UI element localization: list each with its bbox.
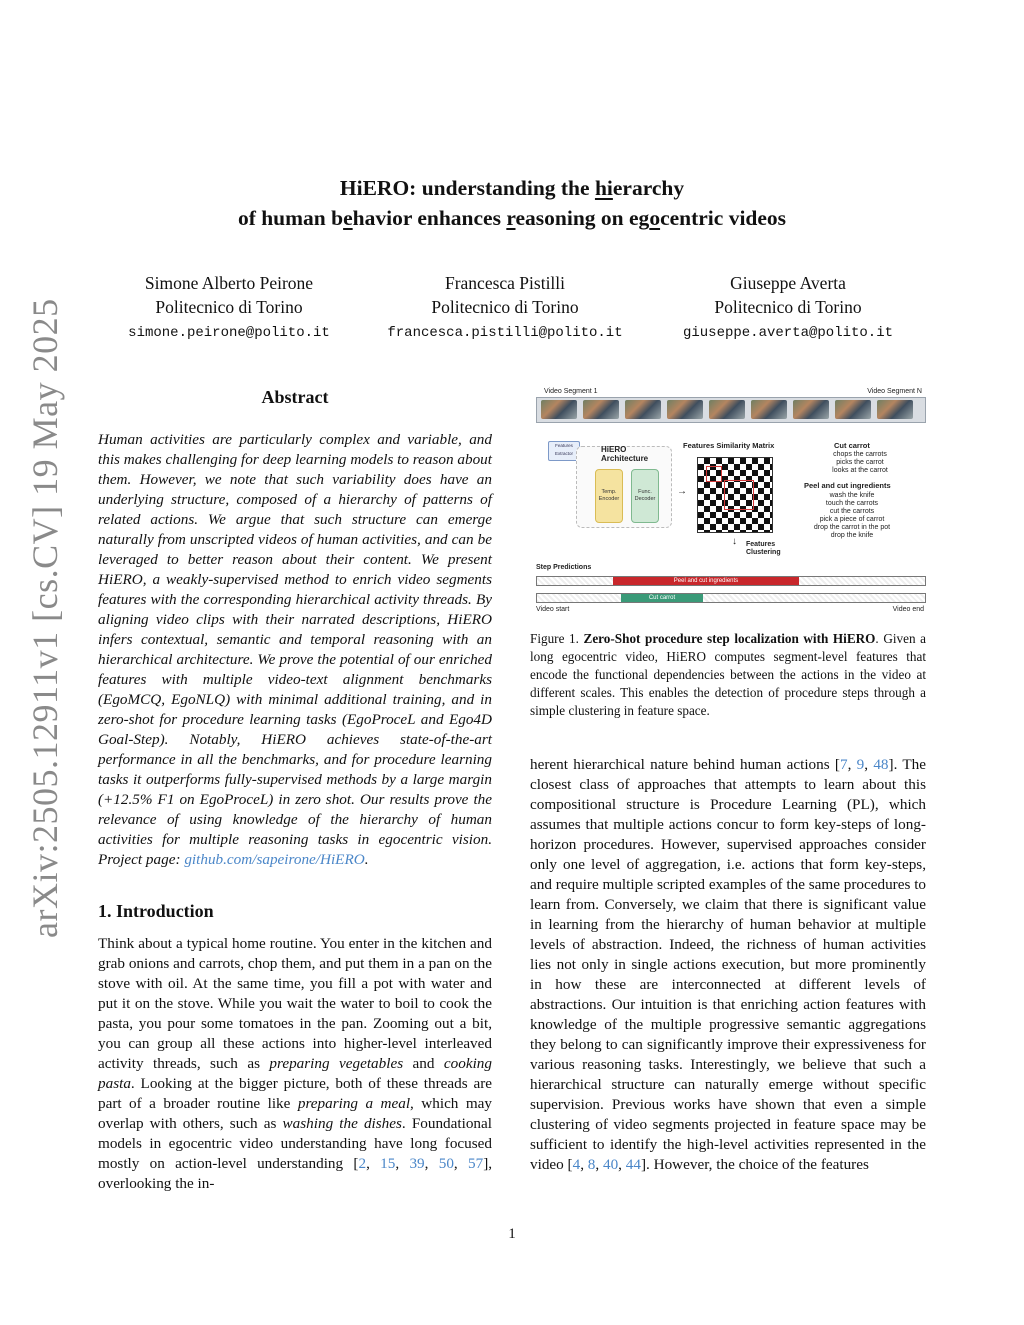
author-email: simone.peirone@polito.it: [128, 325, 330, 341]
video-frame: [541, 400, 577, 419]
author-affiliation: Politecnico di Torino: [155, 297, 303, 317]
video-start-label: Video start: [536, 606, 570, 613]
video-frames-strip: [536, 397, 926, 423]
cut-carrot-segment: Cut carrot: [621, 594, 703, 602]
step-bar-cut: [536, 593, 926, 603]
arxiv-watermark: arXiv:2505.12911v1 [cs.CV] 19 May 2025: [25, 298, 65, 938]
cut-carrot-title: Cut carrot: [834, 441, 870, 450]
abstract-body: Human activities are particularly complex and variable, and this makes challenging for deep learning models to reason about them. However, we note that such variability does have an underlying structure, composed of a hierarchy of patterns of related actions. We argue that such structure can emerge naturally from unscripted videos of human activities, and can be leveraged to better reason about their content. We present HiERO, a weakly-supervised method to enrich video segments features with the corresponding hierarchical activity threads. By aligning video clips with their narrated descriptions, HiERO infers contextual, semantic and temporal reasoning with an hierarchical architecture. We prove the potential of our enriched features with multiple video-text alignment benchmarks (EgoMCQ, EgoNLQ) with minimal additional training, and in zero-shot for procedure learning tasks (EgoProceL and Ego4D Goal-Step). Notably, HiERO achieves state-of-the-art performance in all the benchmarks, and for procedure learning tasks it outperforms fully-supervised methods by a large margin (+12.5% F1 on EgoProceL) in zero shot. Our results prove the relevance of using knowledge of the hierarchy of human activities for multiple reasoning tasks in egocentric vision. Project page: github.com/sapeirone/HiERO.: [98, 431, 492, 868]
features-extractor-box: Features Extractor: [548, 441, 580, 461]
figure-1: [534, 386, 928, 618]
title-line-2: of human behavior enhances reasoning on egocentric videos: [237, 206, 787, 230]
video-frame: [793, 400, 829, 419]
hiero-architecture-box: [576, 446, 672, 528]
video-frame: [625, 400, 661, 419]
title-line-1: HiERO: understanding the hierarchy: [339, 176, 685, 200]
citation-link[interactable]: 9: [856, 756, 865, 773]
video-frame: [667, 400, 703, 419]
citation-link[interactable]: 40: [602, 1156, 619, 1173]
architecture-label: HiERO Architecture: [601, 445, 649, 463]
similarity-matrix: [697, 457, 773, 533]
video-frame: [709, 400, 745, 419]
introduction-heading: 1. Introduction: [98, 901, 214, 921]
author-3: [638, 271, 938, 345]
functional-decoder-block: Func. Decoder: [631, 469, 659, 523]
author-name: Francesca Pistilli: [444, 273, 566, 293]
features-clustering-label: Features Clustering: [746, 541, 781, 556]
project-page-link[interactable]: github.com/sapeirone/HiERO: [184, 851, 365, 868]
citation-link[interactable]: 15: [380, 1155, 396, 1172]
peel-cut-title: Peel and cut ingredients: [804, 481, 891, 490]
author-affiliation: Politecnico di Torino: [714, 297, 862, 317]
citation-link[interactable]: 7: [839, 756, 848, 773]
citation-link[interactable]: 2: [358, 1155, 367, 1172]
author-1: [79, 271, 379, 345]
video-frame: [835, 400, 871, 419]
step-predictions-label: Step Predictions: [536, 564, 592, 571]
author-name: Giuseppe Averta: [730, 273, 846, 293]
video-end-label: Video end: [892, 606, 924, 613]
introduction-body: Think about a typical home routine. You enter in the kitchen and grab onions and carrots, chop them, and put them in a pan on the stove with oil. At the same time, you fill a pot with water and put it on the stove. While you wait the water to boil to cook the pasta, you pour some tomatoes in the pan. Zooming out a bit, you can group all these actions into higher-level interleaved activity threads, such as preparing vegetables and cooking pasta. Looking at the bigger picture, both of these threads are part of a broader routine like preparing a meal, which may overlap with others, such as washing the dishes. Foundational models in egocentric video understanding have long focused mostly on action-level understanding [2, 15, 39, 50, 57], overlooking the in-: [98, 935, 493, 1192]
cluster-highlight: [724, 480, 754, 510]
author-email: giuseppe.averta@polito.it: [682, 325, 894, 341]
peel-cut-actions: wash the knife touch the carrots cut the carrots pick a piece of carrot drop the carrot in the pot drop the knife: [813, 492, 891, 539]
author-name: Simone Alberto Peirone: [144, 273, 314, 293]
cut-carrot-actions: chops the carrots picks the carrot looks at the carrot: [832, 451, 888, 474]
cluster-highlight: [706, 466, 722, 482]
citation-link[interactable]: 48: [873, 756, 889, 773]
citation-link[interactable]: 44: [625, 1156, 641, 1173]
author-affiliation: Politecnico di Torino: [431, 297, 579, 317]
citation-link[interactable]: 4: [572, 1156, 581, 1173]
author-2: [355, 271, 655, 345]
video-frame: [877, 400, 913, 419]
figure-caption: Figure 1. Zero-Shot procedure step localization with HiERO. Given a long egocentric video, HiERO computes segment-level features that encode the functional dependencies between the actions in the video at different scales. This enables the detection of procedure steps through a simple clustering in feature space.: [530, 631, 927, 718]
citation-link[interactable]: 57: [468, 1155, 484, 1172]
arrow-down-icon: ↓: [732, 536, 737, 547]
citation-link[interactable]: 50: [438, 1155, 454, 1172]
video-segment-n-label: Video Segment N: [867, 388, 922, 395]
page-number: 1: [508, 1226, 516, 1242]
video-frame: [583, 400, 619, 419]
video-segment-1-label: Video Segment 1: [544, 388, 598, 395]
citation-link[interactable]: 8: [587, 1156, 596, 1173]
temporal-encoder-block: Temp. Encoder: [595, 469, 623, 523]
similarity-matrix-label: Features Similarity Matrix: [683, 441, 775, 450]
paper-title: [0, 173, 1024, 233]
peel-cut-segment: Peel and cut ingredients: [613, 577, 799, 585]
right-column-body: herent hierarchical nature behind human actions [7, 9, 48]. The closest class of approaches that attempts to learn about this compositional structure is Procedure Learning (PL), which assumes that multiple actions concur to form key-steps of long-horizon procedures. However, supervised approaches consider only one level of aggregation, i.e. actions that form key-steps, and require multiple scripted examples of the same procedures to learn from. Conversely, we claim that there is significant value in learning from the hierarchy of human behavior at multiple levels of abstraction. Indeed, the richness of human activities lies not only in single actions execution, but more prominently in how these are interconnected at different levels of abstractions. Our intuition is that enriching action features with knowledge of the multiple progressive semantic aggregations they belong to can significantly improve their expressiveness for various reasoning tasks. Interestingly, we believe that such a hierarchical structure can naturally emerge without specific supervision. Previous works have shown that even a simple clustering of video segments projected in feature space may be sufficient to identify the high-level activities represented in the video [4, 8, 40, 44]. However, the choice of the features: [530, 756, 927, 1173]
citation-link[interactable]: 39: [409, 1155, 425, 1172]
arrow-right-icon: →: [677, 486, 687, 497]
video-frame: [751, 400, 787, 419]
step-bar-peel: [536, 576, 926, 586]
abstract-heading: Abstract: [261, 387, 329, 407]
author-email: francesca.pistilli@polito.it: [387, 325, 623, 341]
